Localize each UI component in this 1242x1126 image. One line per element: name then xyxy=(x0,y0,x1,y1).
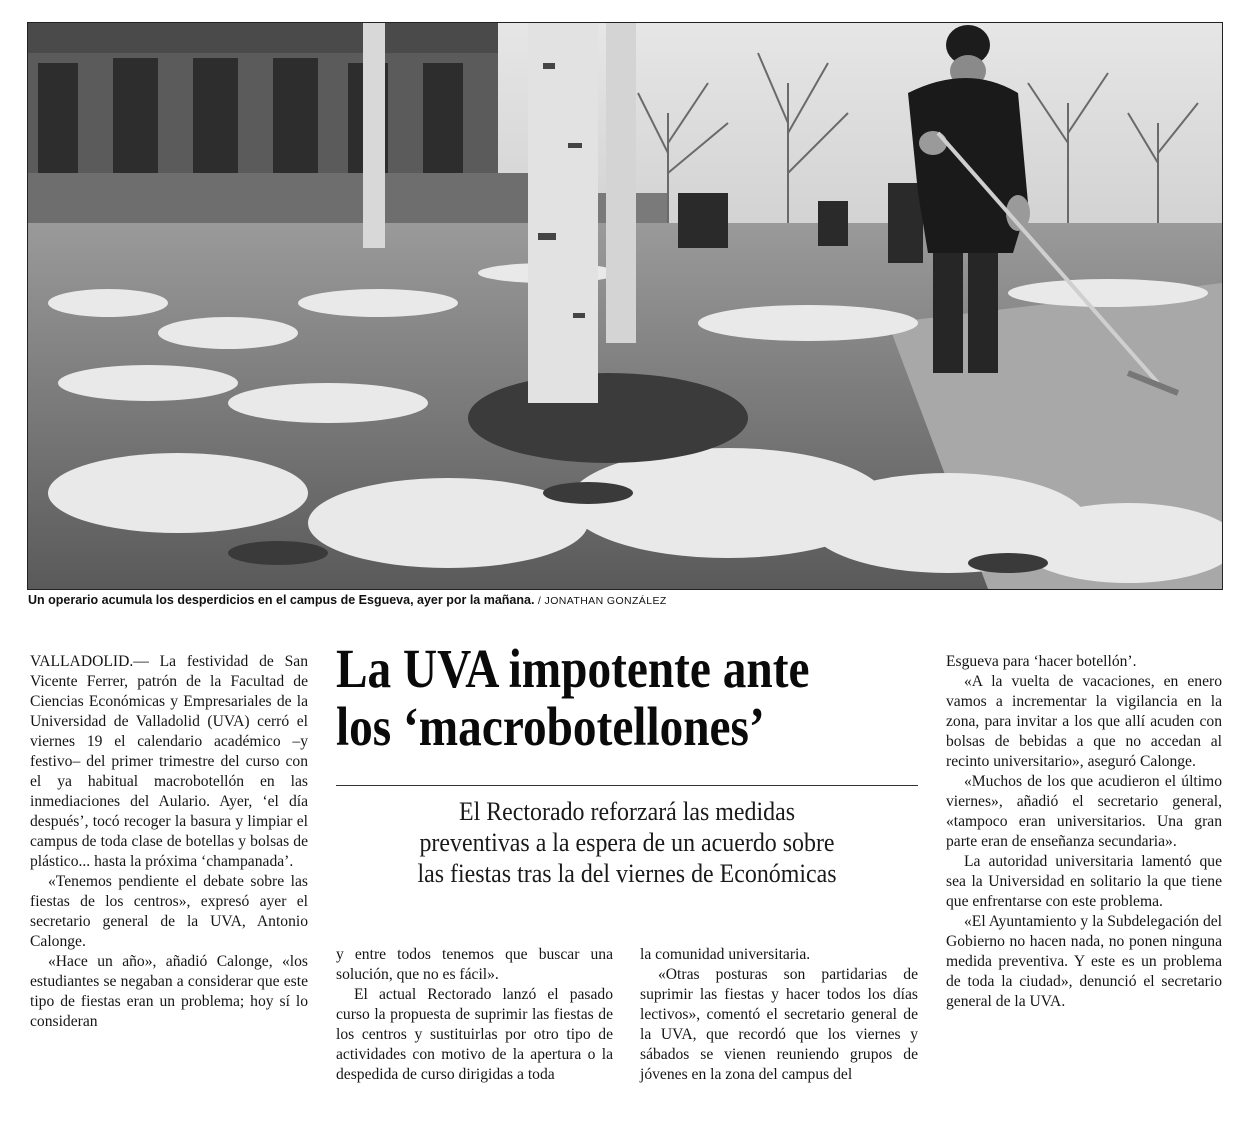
subhead-line-3: las fiestas tras la del viernes de Económicas xyxy=(417,859,837,888)
article-column-2 xyxy=(336,945,613,1085)
paragraph: la comunidad universitaria. xyxy=(640,946,811,963)
photo-caption xyxy=(28,593,1218,607)
caption-text: Un operario acumula los desperdicios en el campus de Esgueva, ayer por la mañana. xyxy=(28,593,535,607)
news-photo xyxy=(27,22,1223,590)
headline xyxy=(336,640,837,756)
paragraph: «Hace un año», añadió Calonge, «los estudiantes se negaban a considerar que este tipo de fiestas eran un problema; hoy sí lo consideran xyxy=(30,953,308,1030)
subheadline xyxy=(336,796,918,889)
paragraph: El actual Rectorado lanzó el pasado curso la propuesta de suprimir las fiestas de los centros y sustituirlas por otro tipo de actividades con motivo de la apertura o la despedida de curso dirigidas a toda xyxy=(336,986,613,1083)
headline-line-2: los ‘macrobotellones’ xyxy=(336,696,765,757)
paragraph: «A la vuelta de vacaciones, en enero vamos a incrementar la vigilancia en la zona, para invitar a los que allí acuden con bolsas de bebidas a que no accedan al recinto universitario», aseguró Calonge. xyxy=(946,673,1222,770)
article-column-1 xyxy=(30,652,308,1032)
paragraph: VALLADOLID.— La festividad de San Vicente Ferrer, patrón de la Facultad de Ciencias Económicas y Empresariales de la Universidad de Valladolid (UVA) cerró el viernes 19 el calendario académico –y festivo– del primer trimestre del curso con el ya habitual macrobotellón en las inmediaciones del Aulario. Ayer, ‘el día después’, tocó recoger la basura y limpiar el campus de toda clase de botellas y bolsas de plástico... hasta la próxima ‘champanada’. xyxy=(30,653,308,870)
article-column-4 xyxy=(946,652,1222,1012)
photo-credit: / JONATHAN GONZÁLEZ xyxy=(537,595,667,607)
paragraph: «Tenemos pendiente el debate sobre las fiestas de los centros», expresó ayer el secretario general de la UVA, Antonio Calonge. xyxy=(30,873,308,950)
paragraph: «Otras posturas son partidarias de suprimir las fiestas y hacer todos los días lectivos», comentó el secretario general de la UVA, que recordó que los viernes y sábados se vienen reuniendo grupos de jóvenes en la zona del campus del xyxy=(640,966,918,1083)
headline-divider xyxy=(336,785,918,786)
paragraph: y entre todos tenemos que buscar una solución, que no es fácil». xyxy=(336,946,613,983)
headline-line-1: La UVA impotente ante xyxy=(336,638,810,699)
article-column-3 xyxy=(640,945,918,1085)
subhead-line-1: El Rectorado reforzará las medidas xyxy=(458,797,796,826)
paragraph: «El Ayuntamiento y la Subdelegación del Gobierno no hacen nada, no ponen ninguna medida preventiva. Y este es un problema de toda la ciudad», denunció el secretario general de la UVA. xyxy=(946,913,1222,1010)
paragraph: La autoridad universitaria lamentó que sea la Universidad en solitario la que tiene que enfrentarse con este problema. xyxy=(946,853,1222,910)
paragraph: «Muchos de los que acudieron el último viernes», añadió el secretario general, «tampoco eran universitarios. Una gran parte eran de enseñanza secundaria». xyxy=(946,773,1222,850)
subhead-line-2: preventivas a la espera de un acuerdo sobre xyxy=(419,828,835,857)
paragraph: Esgueva para ‘hacer botellón’. xyxy=(946,653,1137,670)
grass-tuft xyxy=(468,373,748,463)
